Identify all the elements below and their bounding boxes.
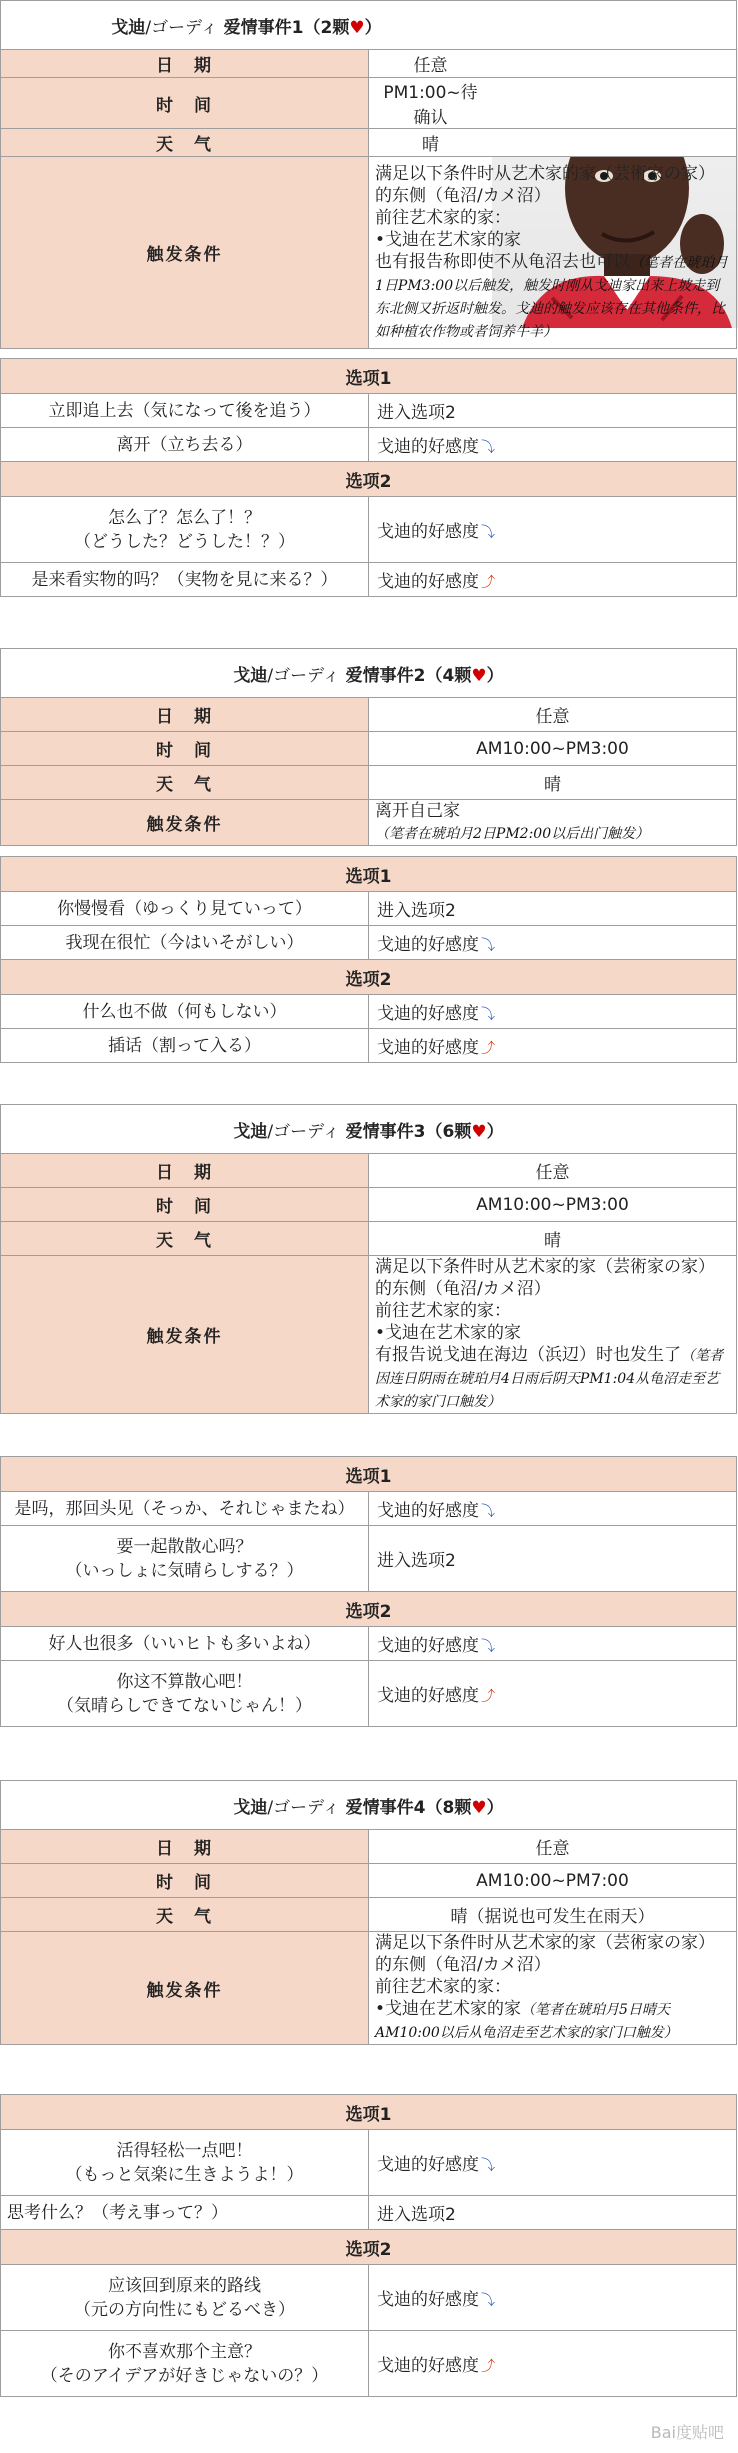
time-label: 时 间: [1, 1188, 369, 1222]
love-event-1: [0, 0, 738, 349]
result-cell: [369, 428, 737, 462]
date-value: 任意: [369, 1830, 737, 1864]
cond-line: 前往艺术家的家：: [375, 1301, 511, 1321]
weather-label: 天 气: [1, 1898, 369, 1932]
heart-icon: ♥: [471, 665, 487, 686]
title-close: ）: [486, 665, 504, 686]
choice-cell: 思考什么？（考え事って？）: [1, 2196, 369, 2230]
date-label: 日 期: [1, 698, 369, 732]
time-value: AM10:00~PM7:00: [369, 1864, 737, 1898]
cond-line: •戈迪在艺术家的家: [375, 1323, 522, 1343]
weather-value: 晴: [369, 766, 737, 800]
result-cell: [369, 1627, 737, 1661]
cond-line: 有报告说戈迪在海边（浜辺）时也发生了: [375, 1345, 681, 1365]
weather-value: 晴（据说也可发生在雨天）: [369, 1898, 737, 1932]
arrow-down-icon: ⤵: [481, 1504, 495, 1520]
choice-cell: [1, 2265, 369, 2331]
option-header: 选项2: [1, 960, 737, 995]
result-text: 进入选项2: [377, 403, 456, 423]
arrow-down-icon: ⤵: [481, 2293, 495, 2309]
weather-label: 天 气: [1, 1222, 369, 1256]
choice-cell: [1, 1526, 369, 1592]
result-cell: [369, 1526, 737, 1592]
choice-cell: [1, 2331, 369, 2397]
choice-cell: [1, 2130, 369, 2196]
result-text: 戈迪的好感度: [377, 1038, 479, 1058]
option-header: 选项1: [1, 359, 737, 394]
cond-line: 满足以下条件时从艺术家的家（芸術家の家）的东侧（龟沼/カメ沼）: [375, 163, 715, 206]
date-value: 任意: [369, 698, 737, 732]
trigger-value: [369, 1932, 737, 2045]
result-text: 戈迪的好感度: [377, 2290, 479, 2310]
choice-cell: 是吗，那回头见（そっか、それじゃまたね）: [1, 1492, 369, 1526]
result-cell: [369, 394, 737, 428]
weather-label: 天 气: [1, 766, 369, 800]
option-header: 选项1: [1, 2095, 737, 2130]
cond-note: （笔者因连日阴雨在琥珀月4日雨后阴天PM1:04从龟沼走至艺术家的家门口触发）: [375, 1348, 723, 1410]
love-event-4: [0, 1780, 737, 2045]
result-text: 戈迪的好感度: [377, 572, 479, 592]
event-title: [1, 1781, 737, 1830]
weather-value: 晴: [369, 1222, 737, 1256]
choice-line: 你这不算散心吧！: [116, 1671, 253, 1692]
choice-line: 应该回到原来的路线: [108, 2275, 261, 2296]
title-jp: /ゴーディ: [145, 17, 218, 38]
time-label: 时 间: [1, 732, 369, 766]
choice-cell: [1, 1661, 369, 1727]
cond-line: •戈迪在艺术家的家: [375, 229, 522, 250]
choice-line: （元の方向性にもどるべき）: [74, 2299, 295, 2320]
result-text: 戈迪的好感度: [377, 1501, 479, 1521]
result-cell: [369, 892, 737, 926]
event-title: [1, 1, 737, 50]
title-jp: /ゴーディ: [267, 1121, 340, 1142]
option-header: 选项1: [1, 857, 737, 892]
title-close: ）: [364, 17, 382, 38]
choice-cell: 你慢慢看（ゆっくり見ていって）: [1, 892, 369, 926]
date-label: 日 期: [1, 1154, 369, 1188]
cond-line-with-note: [375, 1344, 730, 1413]
result-text: 戈迪的好感度: [377, 522, 479, 542]
arrow-up-icon: ⤴: [481, 575, 495, 591]
title-close: ）: [486, 1121, 504, 1142]
choice-cell: 插话（割って入る）: [1, 1029, 369, 1063]
result-cell: [369, 1029, 737, 1063]
cond-line: 前往艺术家的家：: [375, 1977, 511, 1997]
option-header: 选项1: [1, 1457, 737, 1492]
trigger-value: [369, 1256, 737, 1414]
arrow-down-icon: ⤵: [481, 938, 495, 954]
arrow-down-icon: ⤵: [481, 1639, 495, 1655]
heart-icon: ♥: [349, 17, 365, 38]
result-text: 戈迪的好感度: [377, 2356, 479, 2376]
cond-note: （笔者在琥珀月2日PM2:00以后出门触发）: [375, 826, 650, 842]
result-cell: [369, 1661, 737, 1727]
weather-value: 晴: [369, 129, 737, 157]
arrow-down-icon: ⤵: [481, 525, 495, 541]
event-info-table: [0, 0, 737, 349]
choice-cell: 立即追上去（気になって後を追う）: [1, 394, 369, 428]
options-table-event-3: [0, 1456, 737, 1727]
result-cell: [369, 2196, 737, 2230]
result-text: 戈迪的好感度: [377, 437, 479, 457]
options-table-event-4: [0, 2094, 737, 2397]
choice-line: （そのアイデアが好きじゃないの？）: [40, 2365, 329, 2386]
result-cell: [369, 497, 737, 563]
cond-line: 满足以下条件时从艺术家的家（芸術家の家）的东侧（龟沼/カメ沼）: [375, 1933, 715, 1975]
result-cell: [369, 2265, 737, 2331]
title-name: 戈迪: [233, 1121, 268, 1142]
watermark: Bai度贴吧: [650, 2423, 724, 2442]
choice-line: 你不喜欢那个主意？: [108, 2341, 261, 2362]
trigger-value: [369, 800, 737, 846]
date-value: 任意: [369, 50, 737, 78]
date-label: 日 期: [1, 50, 369, 78]
title-suffix: 爱情事件4（8颗: [339, 1797, 472, 1818]
choice-cell: 好人也很多（いいヒトも多いよね）: [1, 1627, 369, 1661]
love-event-2: [0, 648, 737, 846]
result-cell: [369, 926, 737, 960]
trigger-label: 触发条件: [1, 157, 369, 349]
cond-line: 前往艺术家的家：: [375, 207, 511, 228]
choice-cell: 是来看实物的吗？（実物を見に来る？）: [1, 563, 369, 597]
cond-note: （笔者在琥珀月5日晴天AM10:00以后从龟沼走至艺术家的家门口触发）: [375, 2002, 678, 2041]
options-table-event-1: [0, 358, 737, 597]
choice-line: （どうした？どうした！？）: [74, 531, 295, 552]
choice-cell: 什么也不做（何もしない）: [1, 995, 369, 1029]
event-title: [1, 649, 737, 698]
choice-line: （いっしょに気晴らしする？）: [65, 1560, 304, 1581]
choice-cell: [1, 497, 369, 563]
time-label: 时 间: [1, 78, 369, 129]
trigger-label: 触发条件: [1, 1932, 369, 2045]
time-label: 时 间: [1, 1864, 369, 1898]
cond-line-with-note: [375, 1998, 730, 2044]
title-name: 戈迪: [233, 1797, 268, 1818]
event-title: [1, 1105, 737, 1154]
result-text: 进入选项2: [377, 1551, 456, 1571]
heart-icon: ♥: [471, 1121, 487, 1142]
title-suffix: 爱情事件2（4颗: [339, 665, 472, 686]
result-text: 进入选项2: [377, 901, 456, 921]
time-value: PM1:00~待确认: [369, 78, 737, 129]
cond-line: 也有报告称即使不从龟沼去也可以: [375, 251, 630, 272]
result-text: 戈迪的好感度: [377, 1004, 479, 1024]
result-text: 戈迪的好感度: [377, 1686, 479, 1706]
cond-line-with-note: [375, 251, 730, 343]
title-suffix: 爱情事件3（6颗: [339, 1121, 472, 1142]
arrow-down-icon: ⤵: [481, 1007, 495, 1023]
arrow-up-icon: ⤴: [481, 1689, 495, 1705]
date-value: 任意: [369, 1154, 737, 1188]
title-name: 戈迪: [233, 665, 268, 686]
title-suffix: 爱情事件1（2颗: [217, 17, 350, 38]
result-cell: [369, 563, 737, 597]
choice-line: 怎么了？怎么了！？: [108, 507, 261, 528]
time-value: AM10:00~PM3:00: [369, 1188, 737, 1222]
cond-note: （笔者在琥珀月1日PM3:00以后触发，触发时刚从戈迪家出来上坡走到东北侧又折返时触发。戈迪的触发应该存在其他条件，比如种植农作物或者饲养牛羊）: [375, 254, 728, 340]
choice-line: （もっと気楽に生きようよ！）: [65, 2164, 304, 2185]
trigger-label: 触发条件: [1, 1256, 369, 1414]
choice-cell: 离开（立ち去る）: [1, 428, 369, 462]
cond-line: 满足以下条件时从艺术家的家（芸術家の家）的东侧（龟沼/カメ沼）: [375, 1257, 715, 1299]
weather-label: 天 气: [1, 129, 369, 157]
title-jp: /ゴーディ: [267, 1797, 340, 1818]
result-cell: [369, 995, 737, 1029]
result-text: 戈迪的好感度: [377, 1636, 479, 1656]
arrow-up-icon: ⤴: [481, 2359, 495, 2375]
title-close: ）: [486, 1797, 504, 1818]
heart-icon: ♥: [471, 1797, 487, 1818]
title-jp: /ゴーディ: [267, 665, 340, 686]
result-cell: [369, 1492, 737, 1526]
choice-line: 要一起散散心吗？: [116, 1536, 253, 1557]
cond-line: 离开自己家: [375, 801, 460, 821]
result-cell: [369, 2331, 737, 2397]
arrow-down-icon: ⤵: [481, 2158, 495, 2174]
option-header: 选项2: [1, 2230, 737, 2265]
choice-cell: 我现在很忙（今はいそがしい）: [1, 926, 369, 960]
option-header: 选项2: [1, 1592, 737, 1627]
trigger-label: 触发条件: [1, 800, 369, 846]
option-header: 选项2: [1, 462, 737, 497]
arrow-up-icon: ⤴: [481, 1041, 495, 1057]
title-name: 戈迪: [111, 17, 146, 38]
love-event-3: [0, 1104, 737, 1414]
result-text: 进入选项2: [377, 2205, 456, 2225]
result-text: 戈迪的好感度: [377, 2155, 479, 2175]
result-text: 戈迪的好感度: [377, 935, 479, 955]
cond-line: •戈迪在艺术家的家: [375, 1999, 522, 2019]
result-cell: [369, 2130, 737, 2196]
date-label: 日 期: [1, 1830, 369, 1864]
time-value: AM10:00~PM3:00: [369, 732, 737, 766]
options-table-event-2: [0, 856, 737, 1063]
arrow-down-icon: ⤵: [481, 440, 495, 456]
choice-line: （気晴らしできてないじゃん！）: [57, 1695, 312, 1716]
trigger-value: [369, 157, 737, 349]
choice-line: 活得轻松一点吧！: [116, 2140, 253, 2161]
